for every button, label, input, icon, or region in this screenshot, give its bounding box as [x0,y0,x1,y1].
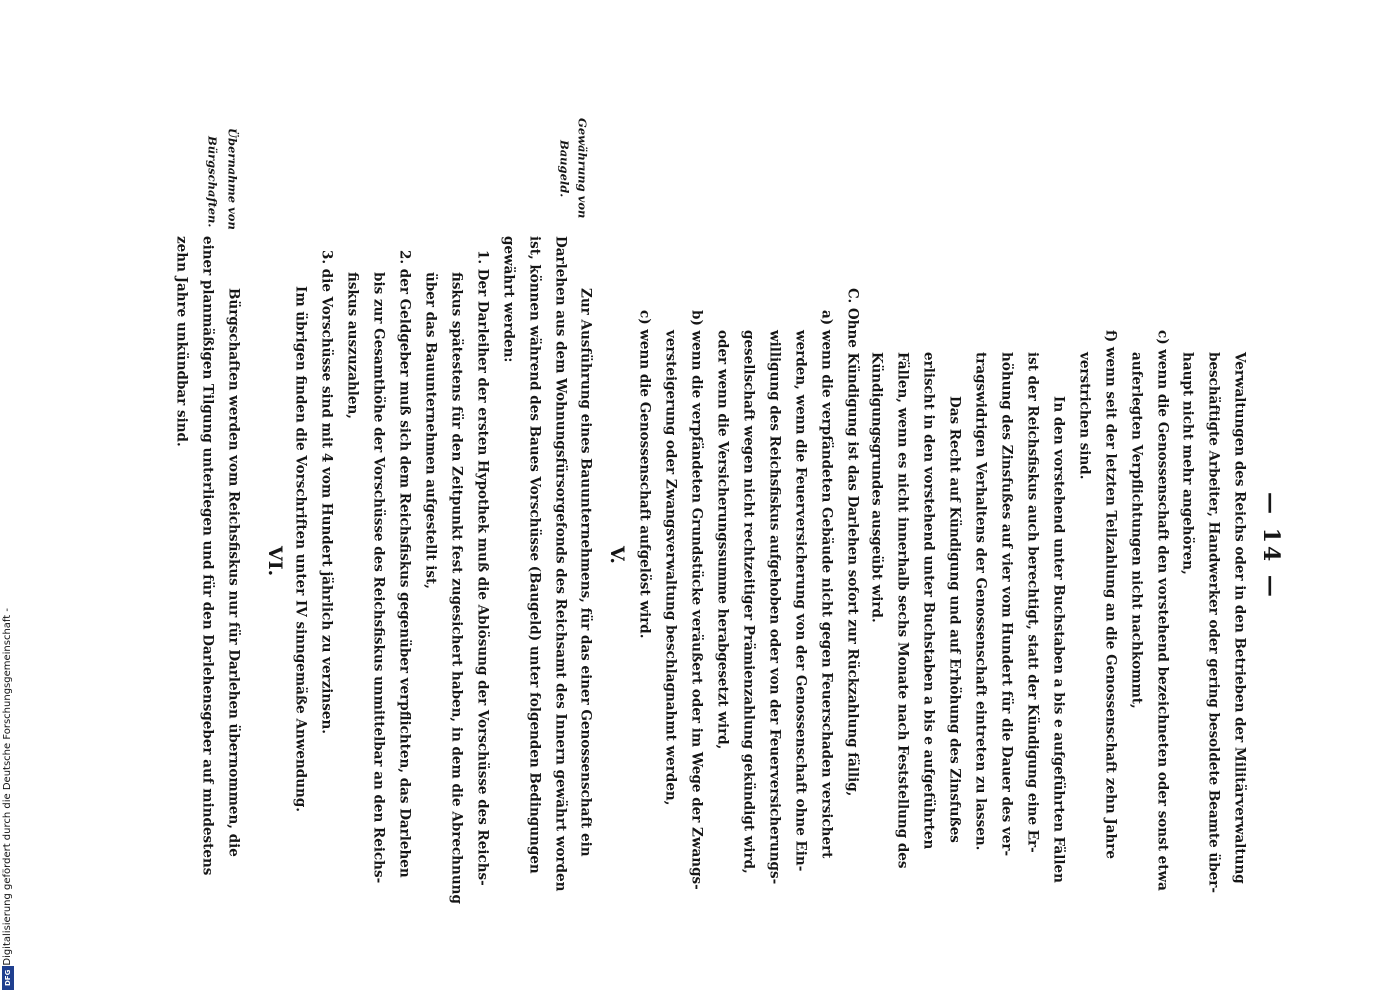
text-line: c) wenn die Genossenschaft aufgelöst wird. [636,310,653,639]
text-line: Zur Ausführung eines Bauunternehmens, für das einer Genossenschaft ein [577,288,594,857]
text-line: Darlehen aus dem Wohnungsfürsorgefonds des Reichsamt des Innern gewährt worden [552,236,569,892]
text-line: ist, können während des Baues Vorschüsse (Baugeld) unter folgenden Bedingungen [526,236,543,874]
text-line: zehn Jahre unkündbar sind. [173,236,190,447]
text-line: verstrichen sind. [1076,352,1093,480]
margin-note-baugeld-1: Gewährung von [575,118,590,219]
text-line: gesellschaft wegen nicht rechtzeitiger Prämienzahlung gekündigt wird, [740,330,757,874]
text-line: versteigerung oder Zwangsverwaltung beschlagnahmt werden, [662,330,679,806]
text-line: beschäftigte Arbeiter, Handwerker oder gering besoldete Beamte über- [1205,352,1222,893]
text-line: Das Recht auf Kündigung und auf Erhöhung des Zinsfußes [946,396,963,843]
text-line: über das Bauunternehmen aufgestellt ist, [422,272,439,589]
text-line: erlischt in den vorstehend unter Buchstaben a bis e aufgeführten [920,352,937,850]
text-line: haupt nicht mehr angehören, [1179,352,1196,575]
text-line: Im übrigen finden die Vorschriften unter IV sinngemäße Anwendung. [292,286,309,812]
text-line: ist der Reichsfiskus auch berechtigt, statt der Kündigung eine Er- [1024,352,1041,853]
section-vi-heading: VI. [264,546,286,577]
text-line: oder wenn die Versicherungssumme herabgesetzt wird, [714,330,731,750]
text-line: fiskus spätestens für den Zeitpunkt fest zugesichert haben, in dem die Abrechnung [448,272,465,904]
margin-note-buergschaften-2: Bürgschaften. [205,136,220,228]
text-line: 3. die Vorschüsse sind mit 4 vom Hundert jährlich zu verzinsen. [318,250,335,734]
text-line: einer planmäßigen Tilgung unterliegen und für den Darlehensgeber auf mindestens [199,236,216,876]
text-line: auferlegten Verpflichtungen nicht nachkommt, [1128,352,1145,709]
text-line: 1. Der Darleiher der ersten Hypothek muß die Ablösung der Vorschüsse des Reichs- [474,250,491,886]
text-line: Kündigungsgrundes ausgeübt wird. [868,352,885,623]
text-line: Fällen, wenn es nicht innerhalb sechs Monate nach Feststellung des [894,352,911,869]
text-line: f) wenn seit der letzten Teilzahlung an die Genossenschaft zehn Jahre [1102,330,1119,859]
text-line: Bürgschaften werden vom Reichsfiskus nur für Darlehen übernommen, die [225,288,242,857]
text-line: fiskus auszuzahlen, [344,272,361,419]
text-line: a) wenn die verpfändeten Gebäude nicht gegen Feuerschaden versichert [818,310,835,859]
margin-note-buergschaften-1: Übernahme von [225,128,240,230]
footer-attribution: Digitalisierung gefördert durch die Deutsche Forschungsgemeinschaft - [2,608,13,966]
text-line: C. Ohne Kündigung ist das Darlehen sofort zur Rückzahlung fällig, [844,288,861,797]
text-line: 2. der Geldgeber muß sich dem Reichsfiskus gegenüber verpflichten, das Darlehen [396,250,413,878]
text-line: b) wenn die verpfändeten Grundstücke veräußert oder im Wege der Zwangs- [688,310,705,890]
text-line: tragswidrigen Verhaltens der Genossenschaft eintreten zu lassen. [972,352,989,851]
text-line: gewährt werden: [500,236,517,363]
margin-note-baugeld-2: Baugeld. [557,140,572,198]
text-line: In den vorstehend unter Buchstaben a bis e aufgeführten Fällen [1050,396,1067,883]
text-line: c) wenn die Genossenschaft den vorstehend bezeichneten oder sonst etwa [1154,330,1171,891]
text-line: Verwaltungen des Reichs oder in den Betrieben der Militärverwaltung [1231,352,1248,884]
page-number: — 14 — [1258,492,1284,600]
dfg-logo-icon: DFG [2,966,14,990]
text-line: willigung des Reichsfiskus aufgehoben oder von der Feuerversicherungs- [766,330,783,885]
text-line: bis zur Gesamthöhe der Vorschüsse des Reichsfiskus unmittelbar an den Reichs- [370,272,387,884]
text-line: höhung des Zinsfußes auf vier vom Hundert für die Dauer des ver- [998,352,1015,857]
section-v-heading: V. [606,546,628,565]
text-line: werden, wenn die Feuerversicherung von der Genossenschaft ohne Ein- [792,330,809,872]
